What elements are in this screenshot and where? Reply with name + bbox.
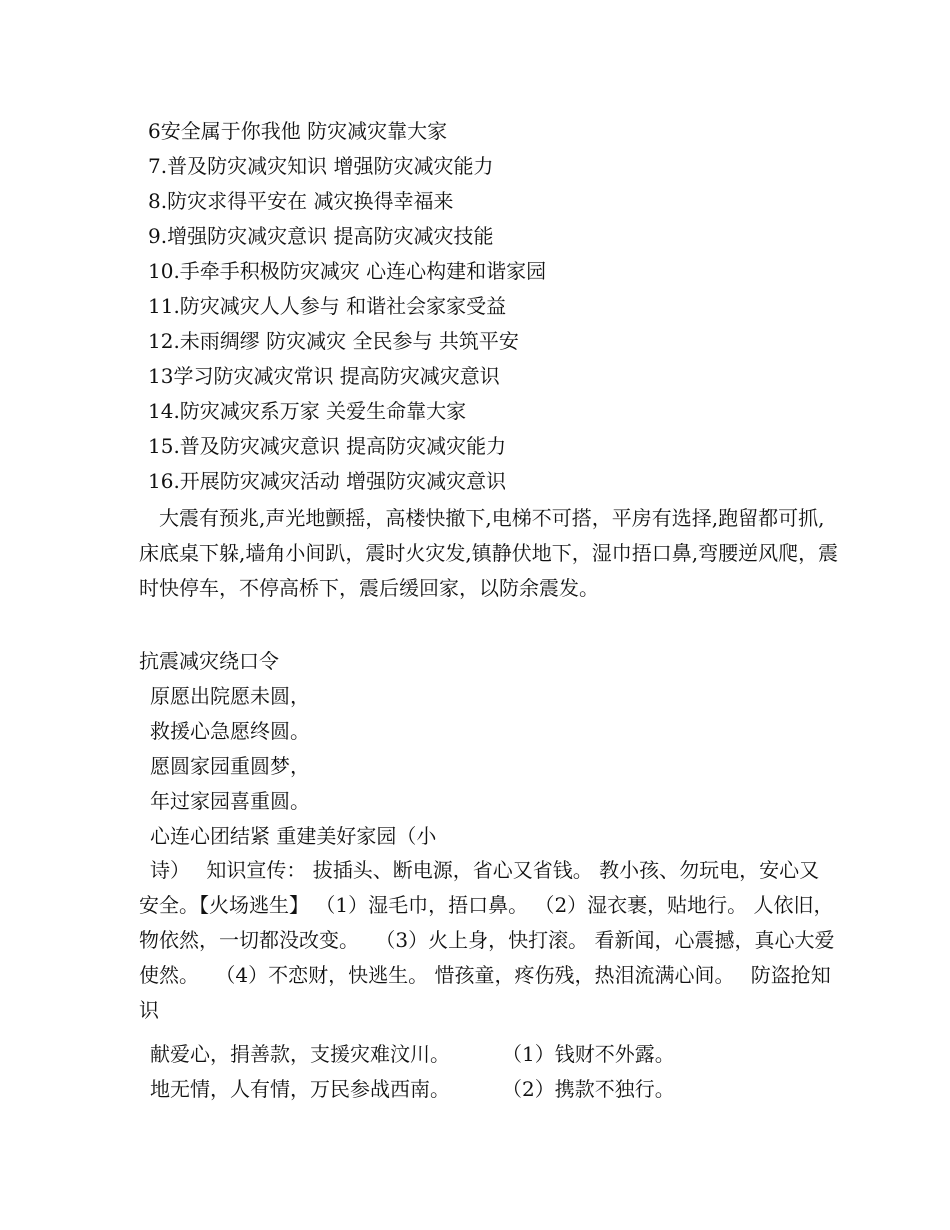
slogan-item: 6安全属于你我他 防灾减灾靠大家: [148, 119, 448, 143]
slogan-item: 15.普及防灾减灾意识 提高防灾减灾能力: [148, 434, 507, 458]
slogan-item: 7.普及防灾减灾知识 增强防灾减灾能力: [148, 154, 494, 178]
two-column-row: [150, 1037, 675, 1072]
poem-line: 年过家园喜重圆。: [150, 789, 310, 813]
row-left-text: 献爱心，捐善款，支援灾难汶川。: [150, 1042, 450, 1066]
poem-line: 救援心急愿终圆。: [150, 719, 310, 743]
slogan-item: 13学习防灾减灾常识 提高防灾减灾意识: [148, 364, 500, 388]
poem-line: 原愿出院愿未圆，: [150, 684, 310, 708]
earthquake-rhyme-paragraph: 大震有预兆,声光地颤摇，高楼快撤下,电梯不可搭，平房有选择,跑留都可抓,床底桌下躲,墙角小间趴，震时火灾发,镇静伏地下，湿巾捂口鼻,弯腰逆风爬，震时快停车，不停高桥下，震后缓回家，以防余震发。: [139, 506, 839, 600]
poem-lines: [150, 679, 310, 819]
slogan-item: 12.未雨绸缪 防灾减灾 全民参与 共筑平安: [148, 329, 519, 353]
slogan-item: 14.防灾减灾系万家 关爱生命靠大家: [148, 399, 467, 423]
slogan-item: 16.开展防灾减灾活动 增强防灾减灾意识: [148, 469, 507, 493]
slogan-item: 10.手牵手积极防灾减灾 心连心构建和谐家园: [148, 259, 547, 283]
poem-line: 愿圆家园重圆梦，: [150, 754, 310, 778]
two-column-row: [150, 1072, 675, 1107]
slogan-item: 11.防灾减灾人人参与 和谐社会家家受益: [148, 294, 507, 318]
slogan-list: [148, 114, 868, 499]
slogan-item: 8.防灾求得平安在 减灾换得幸福来: [148, 189, 454, 213]
row-left-text: 地无情，人有情，万民参战西南。: [150, 1077, 450, 1101]
poem-title: 抗震减灾绕口令: [139, 649, 279, 673]
row-right-text: （1）钱财不外露。: [502, 1042, 675, 1066]
mixed-knowledge-paragraph: 诗） 知识宣传： 拔插头、断电源，省心又省钱。 教小孩、勿玩电，安心又安全。【火场逃生】 （1）湿毛巾，捂口鼻。 （2）湿衣裹，贴地行。 人依旧，物依然，一切都没改变。 （3）火上身，快打滚。 看新闻，心震撼，真心大爱使然。 （4）不恋财，快逃生。 惜孩童，疼伤残，热泪流满心间。 防盗抢知识: [139, 858, 835, 1022]
slogan-rebuild-home: 心连心团结紧 重建美好家园（小: [150, 824, 437, 848]
slogan-item: 9.增强防灾减灾意识 提高防灾减灾技能: [148, 224, 494, 248]
row-right-text: （2）携款不独行。: [502, 1077, 675, 1101]
